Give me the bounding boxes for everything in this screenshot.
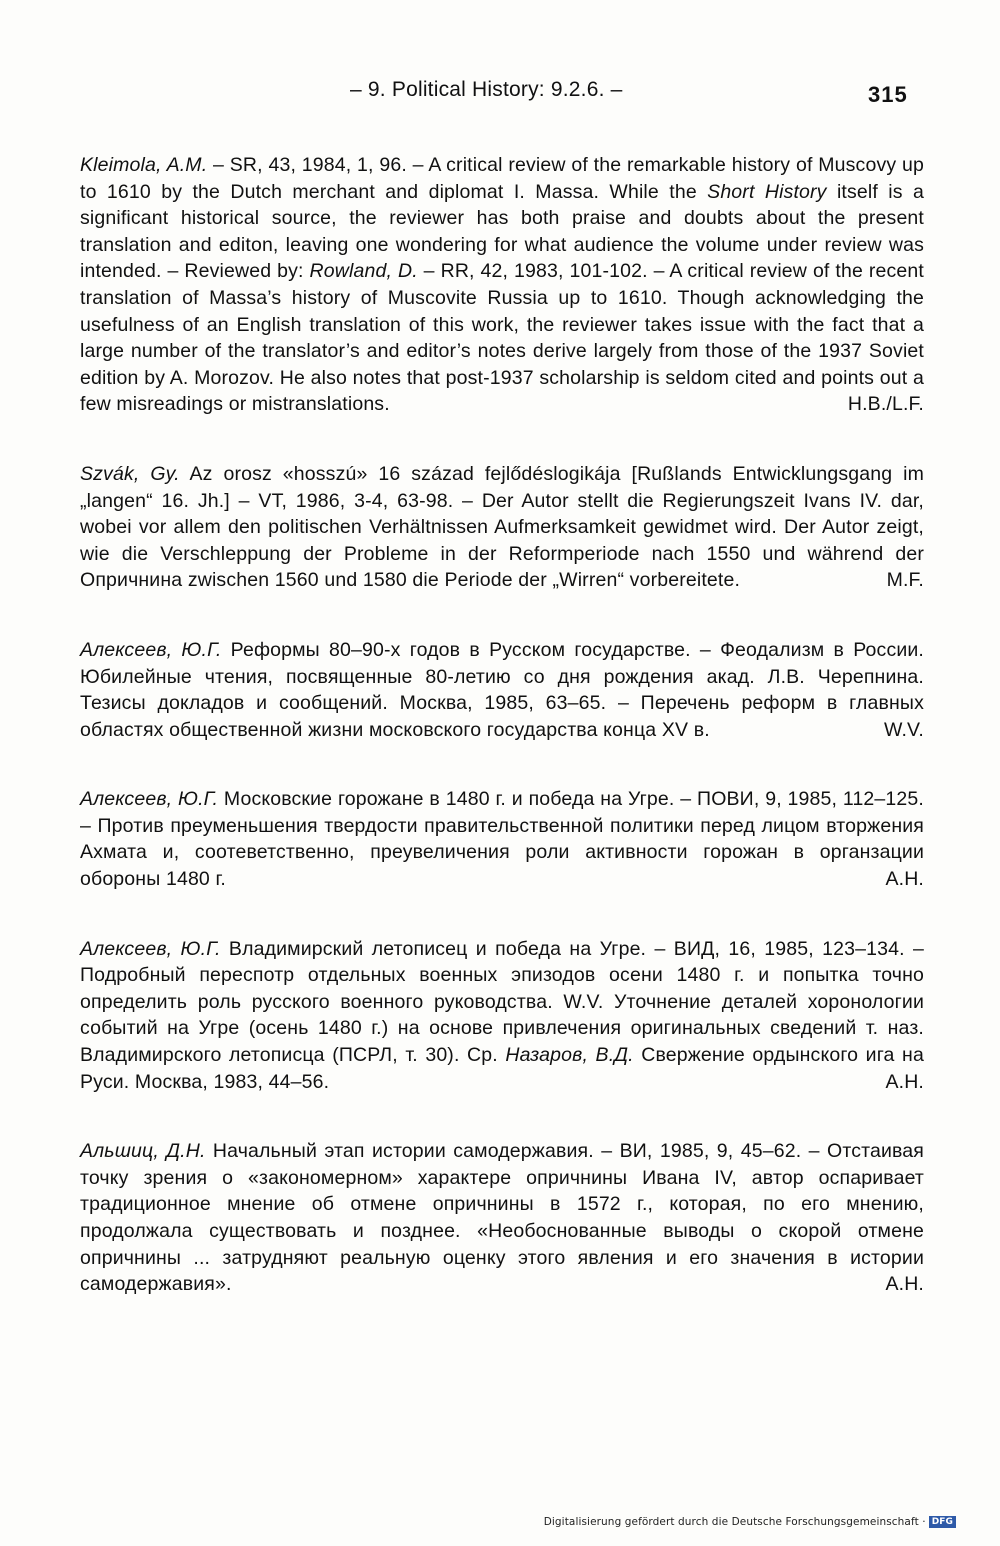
entry-author: Алексеев, Ю.Г. bbox=[80, 638, 222, 661]
bibliography-entry bbox=[80, 786, 924, 892]
entry-text: Начальный этап истории самодержавия. – ВИ, 1985, 9, 45–62. – Отстаивая точку зрения о «закономерном» характере опричнины Ивана IV, автор оспаривает традиционное мнение об отмене опричнины в 1572 г., которая, по его мнению, продолжала существовать и позднее. «Необоснованные выводы о скорой отмене опричнины ... затрудняют реальную оценку этого явления и его значения в истории самодержавия». bbox=[80, 1140, 924, 1296]
entry-text: Свержение ордынского ига на Руси. Москва, 1983, 44–56. bbox=[80, 1044, 924, 1093]
entry-cited-author: Назаров, В.Д. bbox=[505, 1044, 634, 1067]
bibliography-entry bbox=[80, 936, 924, 1096]
entry-text: Владимирский летописец и победа на Угре. – ВИД, 16, 1985, 123–134. – Подробный переспотр отдельных военных эпизодов осени 1480 г. и попытка точно определить роль русского военного руководства. W.V. Уточнение деталей хоронологии событий на Угре (осень 1480 г.) на основе привлечения оригинальных сведений т. наз. Владимирского летописца (ПСРЛ, т. 30). Ср. bbox=[80, 937, 924, 1067]
entry-signature: A.H. bbox=[885, 868, 924, 891]
bibliography-entry bbox=[80, 152, 924, 418]
entry-text: – RR, 42, 1983, 101-102. – A critical review of the recent translation of Massa’s history of Muscovite Russia up to 1610. Though acknowledging the usefulness of an English translation of this work, the reviewer takes issue with the fact that a large number of the translator’s and editor’s notes derive largely from those of the 1937 Soviet edition by A. Morozov. He also notes that post-1937 scholarship is seldom cited and points out a few misreadings or mistranslations. bbox=[80, 260, 924, 416]
entry-signature: A.H. bbox=[885, 1070, 924, 1093]
dfg-logo: DFG bbox=[929, 1516, 956, 1528]
entry-text: Az orosz «hosszú» 16 század fejlődéslogikája [Rußlands Entwicklungsgang im „langen“ 16. Jh.] – VT, 1986, 3-4, 63-98. – Der Autor stellt die Regierungszeit Ivans IV. dar, wobei vor allem den politischen Verhältnissen Aufmerksamkeit gewidmet wird. Der Autor zeigt, wie die Verschleppung der Probleme in der Reformperiode nach 1550 und während der Опричнина zwischen 1560 und 1580 die Periode der „Wirren“ vorbereitete. bbox=[80, 462, 925, 592]
entry-signature: M.F. bbox=[886, 569, 924, 592]
entry-author: Алексеев, Ю.Г. bbox=[80, 788, 219, 811]
bibliography-entry bbox=[80, 461, 924, 594]
entry-author: Альшиц, Д.Н. bbox=[80, 1140, 206, 1163]
bibliography-entries bbox=[80, 152, 924, 1341]
digitization-footer bbox=[544, 1516, 956, 1528]
entry-author: Szvák, Gy. bbox=[80, 462, 180, 485]
footer-text: Digitalisierung gefördert durch die Deutsche Forschungsgemeinschaft · bbox=[543, 1516, 926, 1528]
entry-text: – SR, 43, 1984, 1, 96. – A critical review of the remarkable history of Muscovy up to 1610 by the Dutch merchant and diplomat I. Massa. While the bbox=[80, 154, 924, 203]
entry-text: itself is a significant historical source, the reviewer has both praise and doubts about the present translation and editon, leaving one wondering for what audience the volume under review was intended. – Reviewed by: bbox=[80, 180, 925, 283]
page-number: 315 bbox=[868, 82, 908, 107]
bibliography-entry bbox=[80, 1138, 924, 1298]
entry-signature: A.H. bbox=[885, 1273, 924, 1296]
running-head: – 9. Political History: 9.2.6. – bbox=[350, 78, 623, 101]
entry-signature: W.V. bbox=[884, 718, 924, 741]
entry-signature: H.B./L.F. bbox=[847, 393, 924, 416]
entry-author: Алексеев, Ю.Г. bbox=[80, 937, 221, 960]
entry-reviewer: Rowland, D. bbox=[309, 260, 418, 283]
entry-text: Реформы 80–90-х годов в Русском государстве. – Феодализм в России. Юбилейные чтения, посвященные 80-летию со дня рождения акад. Л.В. Черепнина. Тезисы докладов и сообщений. Москва, 1985, 63–65. – Перечень реформ в главных областях общественной жизни московского государства конца XV в. bbox=[80, 638, 924, 741]
entry-italic-title: Short History bbox=[707, 180, 827, 203]
entry-author: Kleimola, A.M. bbox=[80, 154, 208, 176]
bibliography-entry bbox=[80, 637, 924, 743]
page-header bbox=[0, 78, 1000, 114]
entry-text: Московские горожане в 1480 г. и победа на Угре. – ПОВИ, 9, 1985, 112–125. – Против преуменьшения твердости правительственной политики перед лицом вторжения Ахмата и, соотеветственно, преувеличения роли активности горожан в органзации обороны 1480 г. bbox=[80, 788, 924, 891]
